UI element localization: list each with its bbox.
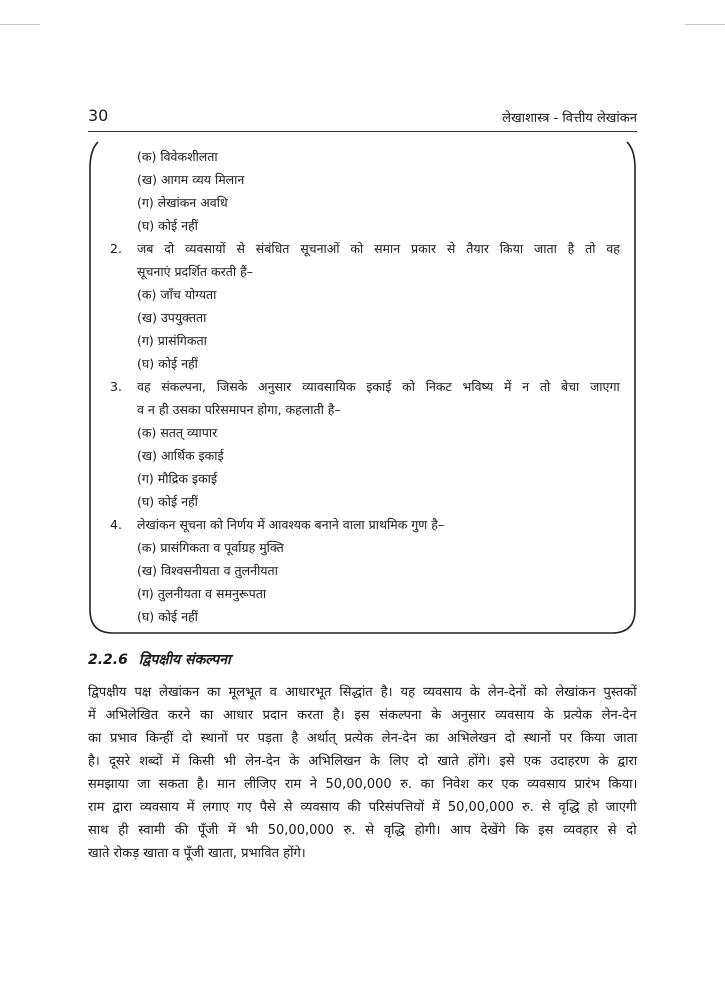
q2-number: 2. — [110, 241, 122, 256]
q3-option-a: (क) सतत् व्यापार — [137, 425, 218, 440]
paragraph-line-8: खाते रोकड़ खाता व पूँजी खाता, प्रभावित होंगे। — [88, 846, 306, 861]
top-left-rule — [0, 24, 40, 25]
q3-option-b: (ख) आर्थिक इकाई — [137, 448, 224, 463]
q1-option-c: (ग) लेखांकन अवधि — [137, 195, 228, 210]
paragraph-line-2: में अभिलेखित करने का आधार प्रदान करता है। इस संकल्पना के अनुसार व्यवसाय के प्रत्येक लेन-देन — [88, 708, 637, 723]
header-rule — [88, 131, 637, 132]
q3-option-d: (घ) कोई नहीं — [137, 494, 198, 509]
q1-option-b: (ख) आगम व्यय मिलान — [137, 172, 245, 187]
q1-option-a: (क) विवेकशीलता — [137, 149, 218, 164]
q2-option-d: (घ) कोई नहीं — [137, 356, 198, 371]
q2-text-line-2: सूचनाएं प्रदर्शित करती हैं– — [137, 264, 253, 279]
q4-number: 4. — [110, 517, 122, 532]
q4-option-b: (ख) विश्वसनीयता व तुलनीयता — [137, 563, 278, 578]
q3-number: 3. — [110, 379, 122, 394]
section-title: द्विपक्षीय संकल्पना — [138, 652, 231, 668]
q2-text-line-1: जब दो व्यवसायों से संबंधित सूचनाओं को समान प्रकार से तैयार किया जाता है तो वह — [137, 241, 620, 256]
paragraph-line-1: द्विपक्षीय पक्ष लेखांकन का मूलभूत व आधारभूत सिद्धांत है। यह व्यवसाय के लेन-देनों को लेखांकन पुस्तकों — [88, 685, 637, 700]
running-title: लेखाशास्त्र - वित्तीय लेखांकन — [502, 111, 637, 126]
paragraph-line-7: साथ ही स्वामी की पूँजी में भी 50,00,000 रु. से वृद्धि होगी। आप देखेंगे कि इस व्यवहार से दो — [88, 823, 637, 838]
q4-option-d: (घ) कोई नहीं — [137, 609, 198, 624]
q4-text-line-1: लेखांकन सूचना को निर्णय में आवश्यक बनाने वाला प्राथमिक गुण है– — [137, 517, 445, 532]
section-heading — [88, 650, 231, 669]
q3-text-line-2: व न ही उसका परिसमापन होगा, कहलाती है– — [137, 402, 341, 417]
section-number: 2.2.6 — [88, 652, 128, 668]
paragraph-line-4: है। दूसरे शब्दों में किसी भी लेन-देन के अभिलिखन के लिए दो खाते होंगे। इसे एक उदाहरण के द्वारा — [88, 754, 638, 769]
top-right-rule — [685, 24, 725, 25]
q4-option-c: (ग) तुलनीयता व समनुरूपता — [137, 586, 267, 601]
q2-option-a: (क) जाँच योग्यता — [137, 287, 217, 302]
q3-text-line-1: वह संकल्पना, जिसके अनुसार व्यावसायिक इकाई को निकट भविष्य में न तो बेचा जाएगा — [137, 379, 620, 394]
paragraph-line-5: समझाया जा सकता है। मान लीजिए राम ने 50,00,000 रु. का निवेश कर एक व्यवसाय प्रारंभ किया। — [88, 777, 638, 792]
page-number: 30 — [88, 106, 109, 125]
q2-option-c: (ग) प्रासंगिकता — [137, 333, 207, 348]
q2-option-b: (ख) उपयुक्तता — [137, 310, 207, 325]
paragraph-line-3: का प्रभाव किन्हीं दो स्थानों पर पड़ता है अर्थात् प्रत्येक लेन-देन का अभिलेखन दो स्थानों पर किया जाता — [88, 731, 638, 746]
q3-option-c: (ग) मौद्रिक इकाई — [137, 471, 218, 486]
q4-option-a: (क) प्रासंगिकता व पूर्वाग्रह मुक्ति — [137, 540, 284, 555]
q1-option-d: (घ) कोई नहीं — [137, 218, 198, 233]
paragraph-line-6: राम द्वारा व्यवसाय में लगाए गए पैसे से व्यवसाय की परिसंपत्तियों में 50,00,000 रु. से वृद्धि हो जाएगी — [88, 800, 637, 815]
